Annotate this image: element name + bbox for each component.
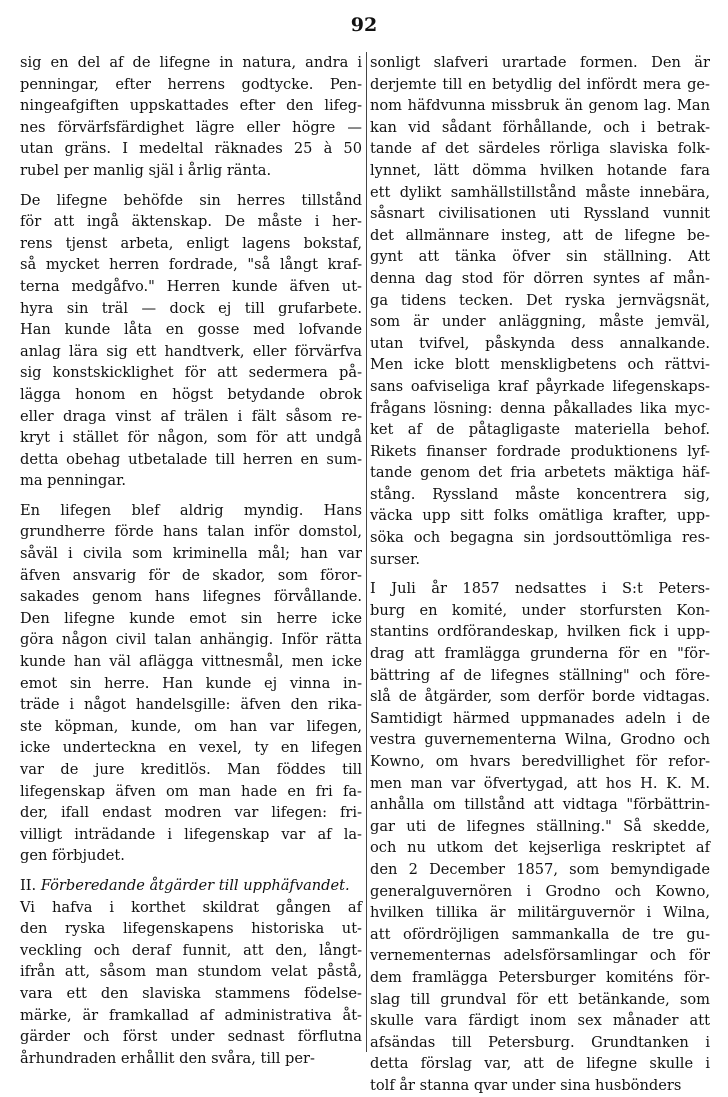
paragraph-line: äfven ansvarig för de skador, som föror-: [20, 566, 362, 584]
paragraph-line: icke underteckna en vexel, ty en lifegen: [20, 739, 362, 757]
paragraph-line: vernementernas adelsförsamlingar och för: [370, 947, 710, 965]
right-column: [370, 52, 710, 1097]
paragraph-line: slag till grundval för ett betänkande, som: [370, 990, 710, 1008]
paragraph-line: men man var öfvertygad, att hos H. K. M.: [370, 774, 710, 792]
paragraph-line: eller draga vinst af trälen i fält såsom re-: [20, 407, 362, 425]
paragraph-line: I Juli år 1857 nedsattes i S:t Peters-: [370, 580, 710, 598]
paragraph-line: nom häfdvunna missbruk än genom lag. Man: [370, 97, 710, 115]
paragraph-line: nes förvärfsfärdighet lägre eller högre —: [20, 118, 362, 136]
left-column: [20, 52, 367, 1067]
paragraph-line: tande genom det fria arbetets mäktiga häf-: [370, 464, 710, 482]
paragraph-line: kan vid sådant förhållande, och i betrak-: [370, 118, 710, 136]
paragraph-line: stång. Ryssland måste koncentrera sig,: [370, 485, 710, 503]
section-heading-number: II.: [20, 876, 41, 894]
paragraph-line: som är under anläggning, måste jemväl,: [370, 313, 710, 331]
paragraph-line: det allmännare insteg, att de lifegne be-: [370, 226, 710, 244]
paragraph-line: anhålla om tillstånd att vidtaga "förbättrin-: [370, 796, 710, 814]
page-number: 92: [350, 14, 378, 36]
paragraph-line: detta obehag utbetalade till herren en sum-: [20, 450, 362, 468]
paragraph-line: grundherre förde hans talan inför domstol,: [20, 523, 362, 541]
paragraph-line: Vi hafva i korthet skildrat gången af: [20, 898, 362, 916]
paragraph-line: gar uti de lifegnes ställning." Så skedde,: [370, 817, 710, 835]
section-heading-text: Förberedande åtgärder till upphäfvandet.: [40, 876, 350, 894]
paragraph-line: träde i något handelsgille: äfven den rika-: [20, 696, 362, 714]
paragraph-line: göra någon civil talan anhängig. Inför rätta: [20, 631, 362, 649]
paragraph-line: och nu utkom det kejserliga reskriptet af: [370, 839, 710, 857]
paragraph-line: dem framlägga Petersburger komiténs för-: [370, 968, 710, 986]
paragraph-line: rens tjenst arbeta, enligt lagens bokstaf,: [20, 234, 362, 252]
paragraph-line: kryt i stället för någon, som för att undgå: [20, 429, 362, 447]
paragraph-line: burg en komité, under storfursten Kon-: [370, 601, 710, 619]
paragraph-line: vestra guvernementerna Wilna, Grodno och: [370, 731, 710, 749]
paragraph-line: den ryska lifegenskapens historiska ut-: [20, 920, 362, 938]
paragraph-line: slå de åtgärder, som derför borde vidtagas.: [370, 688, 710, 706]
paragraph-line: En lifegen blef aldrig myndig. Hans: [20, 501, 362, 519]
paragraph-line: århundraden erhållit den svåra, till per-: [20, 1049, 315, 1067]
paragraph-line: ett dylikt samhällstillstånd måste innebära,: [370, 183, 710, 201]
paragraph-line: lynnet, lätt dömma hvilken hotande fara: [370, 161, 710, 179]
paragraph-line: gärder och först under sednast förflutna: [20, 1028, 362, 1046]
paragraph-line: bättring af de lifegnes ställning" och före-: [370, 666, 710, 684]
paragraph-line: såväl i civila som kriminella mål; han var: [20, 545, 362, 563]
paragraph-line: för att ingå äktenskap. De måste i her-: [20, 213, 362, 231]
paragraph-line: ma penningar.: [20, 472, 127, 490]
paragraph-line: Samtidigt härmed uppmanades adeln i de: [370, 709, 710, 727]
paragraph-line: Han kunde låta en gosse med lofvande: [20, 321, 362, 339]
paragraph-line: märke, är framkallad af administrativa åt-: [20, 1006, 362, 1024]
paragraph-line: såsnart civilisationen uti Ryssland vunnit: [370, 205, 710, 223]
paragraph-line: tande af det särdeles rörliga slaviska folk-: [370, 140, 710, 158]
paragraph-line: detta förslag var, att de lifegne skulle i: [370, 1055, 710, 1073]
paragraph-line: så mycket herren fordrade, "så långt kraf-: [20, 256, 362, 274]
paragraph-line: gynt att tänka öfver sin ställning. Att: [370, 248, 710, 266]
paragraph-line: hvilken tillika är militärguvernör i Wilna,: [370, 904, 710, 922]
paragraph-line: generalguvernören i Grodno och Kowno,: [370, 882, 710, 900]
paragraph-line: denna dag stod för dörren syntes af mån-: [370, 269, 710, 287]
paragraph-line: der, ifall endast modren var lifegen: fri-: [20, 804, 362, 822]
paragraph-line: vara ett den slaviska stammens födelse-: [20, 984, 362, 1002]
paragraph-line: utan gräns. I medeltal räknades 25 à 50: [20, 140, 362, 158]
paragraph-line: utan tvifvel, påskynda dess annalkande.: [370, 334, 710, 352]
paragraph-line: frågans lösning: denna påkallades lika myc-: [370, 399, 710, 417]
paragraph-line: sig konstskicklighet för att sedermera på-: [20, 364, 362, 382]
paragraph-line: rubel per manlig själ i årlig ränta.: [20, 161, 272, 179]
paragraph-line: tolf år stanna qvar under sina husbönders: [370, 1076, 682, 1094]
paragraph-line: skulle vara färdigt inom sex månader att: [370, 1012, 710, 1030]
paragraph-line: penningar, efter herrens godtycke. Pen-: [20, 75, 362, 93]
paragraph-line: sonligt slafveri urartade formen. Den är: [370, 54, 710, 71]
paragraph-line: ningeafgiften uppskattades efter den lifeg-: [20, 97, 362, 115]
paragraph-line: emot sin herre. Han kunde ej vinna in-: [20, 674, 362, 692]
paragraph-line: anlag lära sig ett handtverk, eller förvärfva: [20, 342, 362, 360]
paragraph-line: söka och begagna sin jordsouttömliga res-: [370, 529, 710, 547]
paragraph-line: hyra sin träl — dock ej till grufarbete.: [20, 299, 362, 317]
paragraph-line: gen förbjudet.: [20, 847, 125, 865]
paragraph-line: väcka upp sitt folks omätliga krafter, upp-: [370, 507, 710, 525]
paragraph-line: villigt inträdande i lifegenskap var af la-: [20, 825, 362, 843]
paragraph-line: ste köpman, kunde, om han var lifegen,: [20, 717, 362, 735]
paragraph-line: terna medgåfvo." Herren kunde äfven ut-: [20, 277, 362, 295]
paragraph-line: De lifegne behöfde sin herres tillstånd: [20, 191, 362, 209]
paragraph-line: lägga honom en högst betydande obrok: [20, 385, 362, 403]
paragraph-line: sig en del af de lifegne in natura, andra i: [20, 54, 362, 71]
paragraph-line: afsändas till Petersburg. Grundtanken i: [370, 1033, 710, 1051]
section-heading: [20, 875, 362, 897]
paragraph-line: ket af de påtagligaste materiella behof.: [370, 421, 710, 439]
paragraph-line: ga tidens tecken. Det ryska jernvägsnät,: [370, 291, 710, 309]
paragraph-line: var de jure kreditlös. Man föddes till: [20, 761, 362, 778]
paragraph-line: Men icke blott menskligbetens och rättvi-: [370, 356, 710, 374]
paragraph-line: att ofördröjligen sammankalla de tre gu-: [370, 925, 710, 943]
paragraph-line: den 2 December 1857, som bemyndigade: [370, 860, 710, 878]
paragraph-line: sans oafviseliga kraf påyrkade lifegenskaps-: [370, 377, 710, 395]
paragraph-line: Den lifegne kunde emot sin herre icke: [20, 609, 362, 627]
paragraph-line: Kowno, om hvars beredvillighet för refor-: [370, 753, 710, 770]
paragraph-line: lifegenskap äfven om man hade en fri fa-: [20, 782, 362, 800]
paragraph-line: surser.: [370, 550, 421, 568]
paragraph-line: kunde han väl aflägga vittnesmål, men icke: [20, 653, 362, 671]
paragraph-line: sakades genom hans lifegnes förvållande.: [20, 588, 362, 606]
paragraph-line: drag att framlägga grunderna för en "för-: [370, 645, 710, 663]
paragraph-line: stantins ordförandeskap, hvilken fick i upp-: [370, 623, 710, 641]
paragraph-line: ifrån att, såsom man stundom velat påstå,: [20, 963, 362, 981]
paragraph-line: derjemte till en betydlig del infördt mera ge-: [370, 75, 710, 93]
paragraph-line: Rikets finanser fordrade produktionens lyf-: [370, 442, 710, 460]
paragraph-line: veckling och deraf funnit, att den, långt-: [20, 941, 362, 959]
